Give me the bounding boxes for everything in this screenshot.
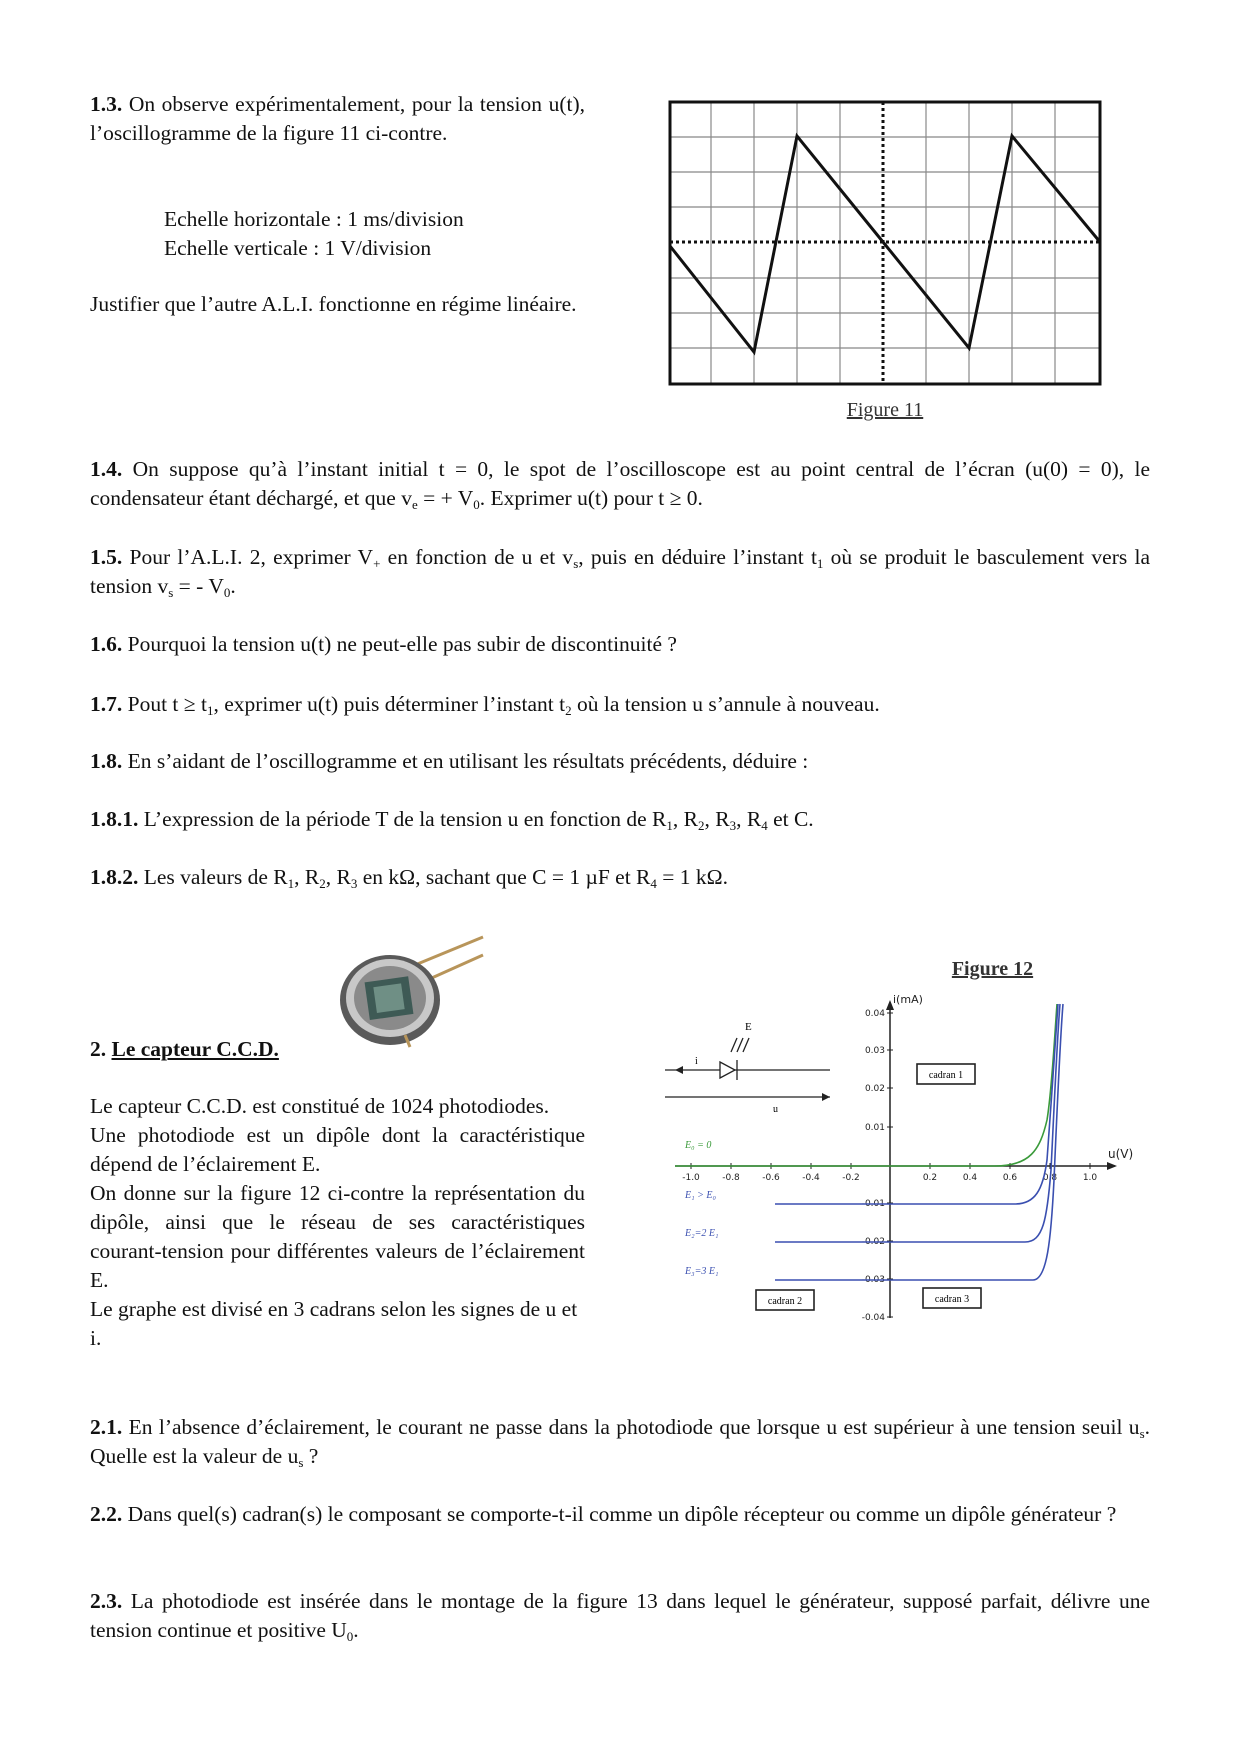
cadran-2-label: cadran 2 (767, 1296, 803, 1307)
text: La photodiode est insérée dans le montage de la figure 13 dans lequel le générateur, supposé parfait, délivre une tension continue et positive U (90, 1589, 1150, 1642)
y-tick: -0.03 (861, 1275, 885, 1285)
sub: 2 (698, 818, 705, 833)
x-axis-arrow (1107, 1162, 1117, 1170)
text: . Quelle est la valeur de u (90, 1415, 1150, 1468)
sub: 0 (473, 497, 480, 512)
sub: s (1139, 1426, 1145, 1441)
text: . (230, 574, 236, 598)
text: où la tension u s’annule à nouveau. (571, 692, 880, 716)
y-tick: -0.02 (861, 1237, 885, 1247)
sub: 3 (350, 876, 358, 891)
signal-trace (670, 136, 1100, 352)
section-2-heading (90, 1035, 279, 1064)
question-2-2 (90, 1500, 1150, 1529)
text: Pourquoi la tension u(t) ne peut-elle pas subir de discontinuité ? (127, 632, 677, 656)
question-number: 1.7. (90, 692, 123, 716)
sub: 0 (346, 1629, 354, 1644)
text: , R (736, 807, 762, 831)
text: L’expression de la période T de la tension u en fonction de R (143, 807, 667, 831)
curve-label-E3: E₃=3 E₁ (685, 1266, 719, 1277)
text: en fonction de u et v (380, 545, 574, 569)
question-1-3 (90, 90, 585, 148)
sub: 3 (729, 818, 737, 833)
text: ? (303, 1444, 319, 1468)
text: , R (672, 807, 698, 831)
text: , exprimer u(t) puis déterminer l’instant t (213, 692, 566, 716)
question-number: 1.8.1. (90, 807, 139, 831)
question-number: 1.8. (90, 749, 123, 773)
figure-12-caption: Figure 12 (951, 958, 1034, 980)
x-tick: 0.6 (1002, 1173, 1018, 1183)
text: En s’aidant de l’oscillogramme et en utilisant les résultats précédents, déduire : (127, 749, 809, 773)
diode-symbol (665, 1038, 830, 1101)
question-number: 2.2. (90, 1502, 123, 1526)
vertical-scale: Echelle verticale : 1 V/division (164, 236, 432, 260)
question-2-3 (90, 1587, 1150, 1645)
question-number: 1.6. (90, 632, 123, 656)
x-tick: -0.2 (842, 1173, 860, 1183)
text: = - V (173, 574, 224, 598)
text: en kΩ, sachant que C = 1 µF et R (357, 865, 651, 889)
sub: e (411, 497, 418, 512)
curve-E3 (775, 1004, 1063, 1280)
question-1-7 (90, 690, 1150, 719)
sub: 2 (565, 703, 572, 718)
justify-question: Justifier que l’autre A.L.I. fonctionne en régime linéaire. (90, 292, 577, 316)
question-1-6 (90, 630, 1150, 659)
sub: 4 (761, 818, 768, 833)
figure-12-chart (655, 990, 1134, 1335)
illumination-label: E (745, 1021, 752, 1033)
question-text: On observe expérimentalement, pour la tension u(t), l’oscillogramme de la figure 11 ci-contre. (90, 92, 585, 145)
question-1-8-2 (90, 863, 1150, 892)
curve-labels (684, 1140, 718, 1277)
text: Pout t ≥ t (127, 692, 207, 716)
text: , R (704, 807, 730, 831)
sub: 4 (650, 876, 657, 891)
section-number: 2. (90, 1037, 107, 1061)
paragraph-1: Le capteur C.C.D. est constitué de 1024 photodiodes. (90, 1094, 550, 1118)
sub: s (298, 1455, 304, 1470)
text: . (353, 1618, 359, 1642)
x-tick: 1.0 (1082, 1173, 1098, 1183)
y-tick: -0.04 (861, 1313, 885, 1323)
question-1-4 (90, 455, 1150, 513)
question-number: 1.4. (90, 457, 123, 481)
curve-label-E0: E₀ = 0 (685, 1140, 712, 1151)
text: = + V (417, 486, 474, 510)
sub: + (373, 556, 381, 571)
sub: 1 (816, 556, 824, 571)
question-1-5 (90, 543, 1150, 601)
y-tick: 0.04 (864, 1009, 885, 1019)
question-number: 2.3. (90, 1589, 123, 1613)
text: où se produit le basculement vers la tension v (90, 545, 1151, 598)
question-number: 1.8.2. (90, 865, 139, 889)
curve-label-E2: E₂=2 E₁ (685, 1228, 719, 1239)
text: On suppose qu’à l’instant initial t = 0, le spot de l’oscilloscope est au point central de l’écran (u(0) = 0), le condensateur étant déchargé, et que v (90, 457, 1150, 510)
cadran-1-label: cadran 1 (928, 1070, 964, 1081)
question-2-1 (90, 1413, 1150, 1471)
horizontal-scale: Echelle horizontale : 1 ms/division (164, 207, 464, 231)
text: et C. (767, 807, 814, 831)
x-tick: -0.4 (802, 1173, 820, 1183)
text: , R (325, 865, 351, 889)
oscillogram-figure (668, 100, 1104, 388)
section-title: Le capteur C.C.D. (111, 1037, 279, 1061)
y-tick: 0.02 (864, 1084, 885, 1094)
x-tick: 0.2 (922, 1173, 938, 1183)
y-axis-label: i(mA) (893, 993, 923, 1006)
text: Dans quel(s) cadran(s) le composant se comporte-t-il comme un dipôle récepteur ou comme un dipôle générateur ? (127, 1502, 1117, 1526)
sub: 2 (319, 876, 326, 891)
question-1-8 (90, 747, 1150, 776)
y-tick: 0.01 (864, 1123, 885, 1133)
voltage-label: u (773, 1104, 778, 1115)
y-tick: -0.01 (861, 1199, 885, 1209)
text: , R (294, 865, 320, 889)
x-tick: 0.4 (962, 1173, 978, 1183)
curve-label-E1: E₁ > E₀ (685, 1190, 716, 1201)
figure-11-caption: Figure 11 (846, 399, 924, 421)
paragraph-2: Une photodiode est un dipôle dont la caractéristique dépend de l’éclairement E. (90, 1123, 585, 1176)
y-tick: 0.03 (864, 1046, 885, 1056)
text: = 1 kΩ. (656, 865, 729, 889)
x-tick: -1.0 (682, 1173, 700, 1183)
curve-E2 (775, 1004, 1060, 1242)
question-1-8-1 (90, 805, 1150, 834)
text: Pour l’A.L.I. 2, exprimer V (129, 545, 374, 569)
cadran-3-label: cadran 3 (934, 1294, 970, 1305)
text: , puis en déduire l’instant t (578, 545, 817, 569)
sub: 1 (287, 876, 295, 891)
text: . Exprimer u(t) pour t ≥ 0. (479, 486, 703, 510)
text: En l’absence d’éclairement, le courant ne passe dans la photodiode que lorsque u est supérieur à une tension seuil u (128, 1415, 1140, 1439)
paragraph-3: On donne sur la figure 12 ci-contre la représentation du dipôle, ainsi que le réseau de ses caractéristiques courant-tension pour différentes valeurs de l’éclairement E. (90, 1181, 585, 1292)
question-number: 1.5. (90, 545, 123, 569)
x-tick: -0.6 (762, 1173, 780, 1183)
section-2-paragraph (90, 1092, 585, 1353)
x-axis-label: u(V) (1108, 1147, 1134, 1161)
current-label: i (695, 1056, 698, 1067)
sub: 0 (223, 585, 231, 600)
paragraph-4: Le graphe est divisé en 3 cadrans selon les signes de u et i. (90, 1297, 578, 1350)
sub: 1 (666, 818, 673, 833)
sub: s (573, 556, 579, 571)
text: Les valeurs de R (143, 865, 288, 889)
scale-info (164, 205, 584, 263)
sub: s (168, 585, 174, 600)
sub: 1 (206, 703, 214, 718)
question-number: 2.1. (90, 1415, 123, 1439)
question-number: 1.3. (90, 92, 123, 116)
x-tick: 0.8 (1042, 1173, 1058, 1183)
x-tick: -0.8 (722, 1173, 740, 1183)
photodiode-photo (335, 935, 485, 1050)
